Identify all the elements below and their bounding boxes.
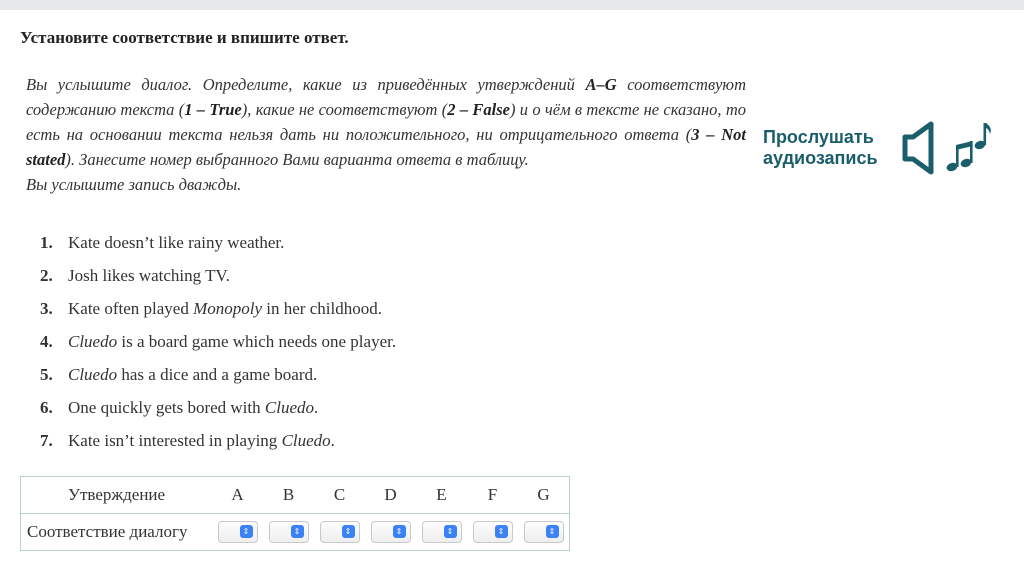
statement-item — [40, 365, 396, 398]
column-header-b: B — [263, 477, 314, 514]
column-header-f: F — [467, 477, 518, 514]
answer-select-g[interactable] — [524, 521, 564, 543]
answer-select-f[interactable] — [473, 521, 513, 543]
select-arrows-icon: ⇕ — [291, 525, 304, 538]
statement-text: One quickly gets bored with Cluedo. — [68, 398, 319, 417]
select-arrows-icon: ⇕ — [393, 525, 406, 538]
instructions-paragraph — [26, 72, 746, 172]
top-bar — [0, 0, 1024, 10]
select-arrows-icon: ⇕ — [342, 525, 355, 538]
answer-select-b[interactable] — [269, 521, 309, 543]
play-audio-button[interactable] — [763, 120, 993, 176]
column-header-a: A — [212, 477, 263, 514]
instr-text: ) и о чём в тексте не сказано, то есть на основании текста нельзя дать ни положительного, ни отрицательного ответа ( — [26, 100, 747, 144]
statement-text: Cluedo has a dice and a game board. — [68, 365, 318, 384]
column-header-g: G — [518, 477, 570, 514]
task-title: Установите соответствие и впишите ответ. — [20, 28, 349, 47]
statement-item — [40, 431, 396, 464]
instr-text: Вы услышите диалог. Определите, какие из приведённых утверждений — [26, 75, 586, 94]
statement-header: Утверждение — [21, 477, 213, 514]
statement-text: Kate often played Monopoly in her childhood. — [68, 299, 382, 318]
statement-item — [40, 332, 396, 365]
instructions-repeat-note: Вы услышите запись дважды. — [26, 175, 242, 194]
statement-number: 4. — [40, 332, 53, 351]
column-header-d: D — [365, 477, 416, 514]
speaker-music-icon — [901, 120, 993, 176]
statement-text: Kate doesn’t like rainy weather. — [68, 233, 285, 252]
column-header-e: E — [416, 477, 467, 514]
instr-text: соответствуют содержанию текста ( — [26, 75, 746, 119]
statement-number: 1. — [40, 233, 53, 252]
instr-text: ). Занесите номер выбранного Вами варианта ответа в таблицу. — [65, 150, 529, 169]
answer-select-a[interactable] — [218, 521, 258, 543]
play-audio-label-line1: Прослушать — [763, 127, 874, 147]
column-header-c: C — [314, 477, 365, 514]
statement-item — [40, 233, 396, 266]
play-audio-label-line2: аудиозапись — [763, 148, 878, 168]
statement-text: Cluedo is a board game which needs one player. — [68, 332, 397, 351]
statements-list — [40, 233, 396, 464]
statement-number: 5. — [40, 365, 53, 384]
statement-number: 3. — [40, 299, 53, 318]
statement-item — [40, 398, 396, 431]
play-audio-label — [763, 127, 895, 169]
instr-range: A–G — [585, 75, 617, 94]
statement-number: 7. — [40, 431, 53, 450]
select-arrows-icon: ⇕ — [495, 525, 508, 538]
instr-text: ), какие не соответствуют ( — [241, 100, 448, 119]
answer-select-c[interactable] — [320, 521, 360, 543]
select-arrows-icon: ⇕ — [444, 525, 457, 538]
statement-text: Kate isn’t interested in playing Cluedo. — [68, 431, 335, 450]
answer-table-header-row — [21, 477, 570, 514]
answer-table-input-row — [21, 514, 570, 551]
select-arrows-icon: ⇕ — [240, 525, 253, 538]
statement-text: Josh likes watching TV. — [68, 266, 230, 285]
instr-true: 1 – True — [184, 100, 242, 119]
answer-select-e[interactable] — [422, 521, 462, 543]
statement-item — [40, 266, 396, 299]
statement-item — [40, 299, 396, 332]
statement-number: 2. — [40, 266, 53, 285]
instr-not-stated: 3 – Not stated — [26, 125, 747, 169]
correspondence-header: Соответствие диалогу — [27, 522, 188, 541]
answer-table — [20, 476, 570, 551]
select-arrows-icon: ⇕ — [546, 525, 559, 538]
answer-select-d[interactable] — [371, 521, 411, 543]
statement-number: 6. — [40, 398, 53, 417]
instr-false: 2 – False — [447, 100, 510, 119]
instructions — [26, 72, 746, 197]
